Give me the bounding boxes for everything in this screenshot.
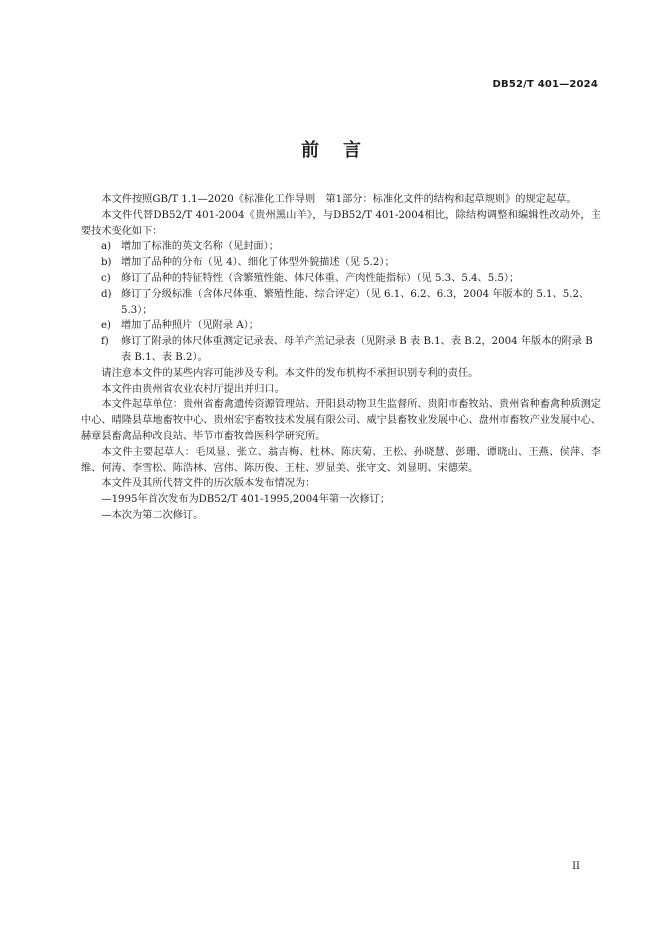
paragraph-history-1995: —1995年首次发布为DB52/T 401-1995,2004年第一次修订； bbox=[101, 494, 391, 506]
list-text: 修订了分级标准（含体尺体重、繁殖性能、综合评定）（见 6.1、6.2、6.3，2004 年版本的 5.1、5.2、5.3）； bbox=[121, 288, 590, 316]
paragraph-version-history: 本文件及其所代替文件的历次版本发布情况为： bbox=[101, 478, 316, 490]
paragraph-drafters: 本文件主要起草人：毛凤显、张立、翁吉梅、杜林、陈庆菊、王松、孙晓慧、彭珊、谭晓山、王燕、侯萍、李维、何涛、李雪松、陈浩林、宫伟、陈历俊、王柱、罗显美、张守文、刘显明、宋德荣。 bbox=[81, 446, 601, 474]
foreword-body bbox=[81, 192, 601, 524]
list-text: 修订了品种的特征特性（含繁殖性能、体尺体重、产肉性能指标）（见 5.3、5.4、5.5）； bbox=[121, 272, 520, 284]
list-marker: e) bbox=[101, 320, 112, 332]
standard-code: DB52/T 401—2024 bbox=[492, 79, 598, 90]
list-text: 增加了品种的分布（见 4）、细化了体型外貌描述（见 5.2）； bbox=[121, 257, 395, 269]
paragraph-replacement: 本文件代替DB52/T 401-2004《贵州黑山羊》，与DB52/T 401-2004相比，除结构调整和编辑性改动外，主要技术变化如下： bbox=[81, 209, 601, 237]
list-text: 修订了附录的体尺体重测定记录表、母羊产羔记录表（见附录 B 表 B.1、表 B.2，2004 年版本的附录 B 表 B.1、表 B.2）。 bbox=[121, 336, 593, 363]
list-text: 增加了品种照片（见附录 A）； bbox=[121, 320, 259, 332]
list-item bbox=[81, 334, 601, 366]
paragraph-patent-notice: 请注意本文件的某些内容可能涉及专利。本文件的发布机构不承担识别专利的责任。 bbox=[101, 367, 479, 379]
list-item bbox=[81, 239, 601, 255]
list-text: 增加了标准的英文名称（见封面）； bbox=[121, 241, 279, 253]
list-marker: d) bbox=[101, 288, 112, 300]
list-item bbox=[81, 271, 601, 287]
list-marker: a) bbox=[101, 241, 112, 253]
list-marker: f) bbox=[101, 336, 109, 348]
paragraph-proposer: 本文件由贵州省农业农村厅提出并归口。 bbox=[101, 383, 285, 395]
page-title: 前言 bbox=[301, 140, 385, 161]
list-marker: b) bbox=[101, 257, 112, 269]
paragraph-drafting-rules: 本文件按照GB/T 1.1—2020《标准化工作导则 第1部分：标准化文件的结构和起草规则》的规定起草。 bbox=[101, 194, 577, 205]
list-marker: c) bbox=[101, 272, 111, 284]
page-number: II bbox=[572, 861, 580, 872]
changes-list bbox=[81, 239, 601, 365]
list-item bbox=[81, 318, 601, 334]
paragraph-drafting-units: 本文件起草单位：贵州省畜禽遗传资源管理站、开阳县动物卫生监督所、贵阳市畜牧站、贵州省种畜禽种质测定中心、晴隆县草地畜牧中心、贵州宏宇畜牧技术发展有限公司、威宁县畜牧业发展中心、盘州市畜牧产业发展中心、赫章县畜禽品种改良站、毕节市畜牧兽医科学研究所。 bbox=[81, 399, 601, 442]
paragraph-history-current: —本次为第二次修订。 bbox=[101, 509, 204, 521]
list-item bbox=[81, 255, 601, 271]
list-item bbox=[81, 287, 601, 319]
